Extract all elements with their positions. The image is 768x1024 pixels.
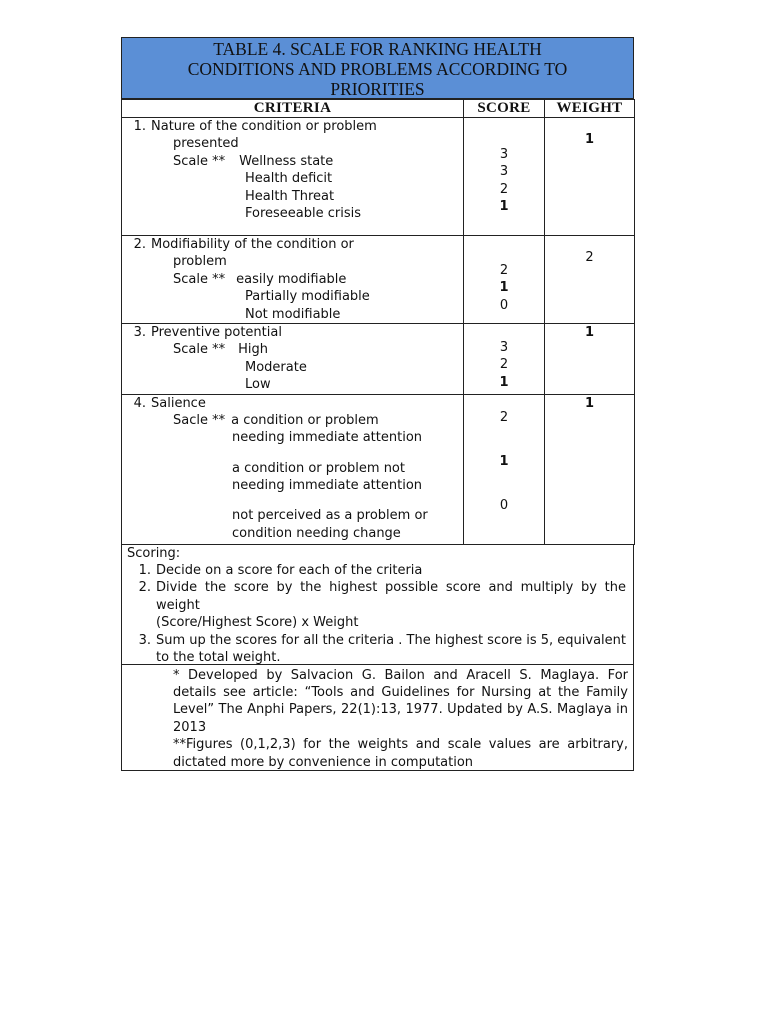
scale-item: Low	[245, 377, 271, 393]
weight-cell	[545, 394, 635, 544]
step-number: 3.	[138, 632, 151, 648]
scale-item: condition needing change	[232, 525, 401, 541]
criterion-title: Modifiability of the condition or	[151, 237, 354, 252]
note-developed-by: * Developed by Salvacion G. Bailon and Aracell S. Maglaya. For details see article: “Tools and Guidelines for Nursing at the Family Level” The Anphi Papers, 22(1):13, 1977. Updated by A.S. Maglaya in 2013	[173, 667, 628, 735]
scale-item: High	[238, 342, 268, 358]
criterion-title: Salience	[151, 395, 206, 411]
scoring-step	[127, 562, 628, 579]
scale-item: not perceived as a problem or	[232, 508, 428, 524]
score-cell	[464, 118, 545, 236]
score-value: 1	[499, 374, 509, 390]
criterion-number: 4.	[133, 395, 146, 411]
scale-item: a condition or problem not	[232, 460, 405, 476]
criterion-cell	[122, 236, 464, 324]
criterion-row-2	[122, 236, 635, 324]
scoring-section	[122, 545, 633, 664]
score-value: 1	[499, 199, 509, 215]
score-cell	[464, 394, 545, 544]
scoring-step	[127, 632, 628, 667]
score-value: 2	[499, 181, 509, 197]
scale-item: Moderate	[245, 359, 307, 375]
criterion-title: presented	[173, 136, 239, 152]
scale-item: needing immediate attention	[232, 430, 423, 446]
document-page	[121, 37, 634, 771]
step-number: 1.	[138, 562, 151, 578]
scale-item: a condition or problem	[231, 412, 379, 428]
weight-value: 1	[584, 324, 595, 340]
criterion-cell	[122, 394, 464, 544]
scale-item: needing immediate attention	[232, 478, 423, 494]
scale-item: Health deficit	[245, 171, 333, 187]
criterion-title: Preventive potential	[151, 324, 282, 340]
footer-box	[121, 545, 634, 771]
title-line: TABLE 4. SCALE FOR RANKING HEALTH	[213, 39, 542, 59]
table-title	[121, 37, 634, 99]
score-value: 1	[499, 453, 509, 469]
scoring-step	[127, 579, 628, 631]
scale-label: Scale **	[173, 342, 226, 358]
score-value: 1	[499, 280, 509, 296]
score-value: 3	[499, 147, 509, 162]
weight-cell	[545, 236, 635, 324]
title-line: PRIORITIES	[330, 79, 425, 99]
scale-item: easily modifiable	[236, 271, 347, 287]
step-formula: (Score/Highest Score) x Weight	[156, 615, 359, 631]
step-text: Divide the score by the highest possible score and multiply by the weight	[156, 580, 626, 613]
title-line: CONDITIONS AND PROBLEMS ACCORDING TO	[187, 59, 568, 79]
scale-item: Foreseeable crisis	[245, 205, 362, 221]
weight-value: 1	[584, 395, 595, 411]
criterion-title: problem	[173, 254, 227, 270]
criterion-number: 2.	[133, 237, 146, 252]
criterion-row-3	[122, 323, 635, 394]
score-value: 3	[499, 339, 509, 355]
weight-value: 1	[584, 132, 595, 147]
criterion-row-4	[122, 394, 635, 544]
criterion-title: Nature of the condition or problem	[151, 119, 377, 134]
scale-item: Health Threat	[245, 188, 335, 204]
scale-label: Sacle **	[173, 412, 226, 428]
notes-section	[122, 664, 633, 770]
step-text: Decide on a score for each of the criteria	[156, 562, 423, 578]
score-cell	[464, 236, 545, 324]
note-figures: **Figures (0,1,2,3) for the weights and scale values are arbitrary, dictated more by convenience in computation	[173, 737, 628, 770]
weight-value: 2	[585, 250, 594, 265]
scale-label: Scale **	[173, 153, 226, 169]
score-value: 0	[499, 498, 509, 514]
score-header: SCORE	[464, 100, 545, 118]
score-value: 2	[499, 357, 509, 373]
criteria-table	[121, 99, 635, 545]
score-value: 3	[499, 164, 509, 180]
scale-item: Wellness state	[239, 153, 334, 169]
weight-cell	[545, 323, 635, 394]
criterion-number: 1.	[133, 119, 146, 134]
step-number: 2.	[138, 580, 151, 596]
criterion-cell	[122, 118, 464, 236]
score-value: 2	[499, 263, 509, 278]
header-row	[122, 100, 635, 118]
score-value: 0	[499, 297, 509, 313]
scoring-heading: Scoring:	[127, 545, 181, 561]
scale-label: Scale **	[173, 271, 226, 287]
step-text: Sum up the scores for all the criteria . The highest score is 5, equivalent to the total weight.	[156, 632, 627, 665]
scale-item: Partially modifiable	[245, 289, 370, 305]
weight-cell	[545, 118, 635, 236]
criterion-row-1	[122, 118, 635, 236]
scale-item: Not modifiable	[245, 306, 341, 322]
criterion-number: 3.	[133, 324, 146, 340]
criteria-header: CRITERIA	[122, 100, 464, 118]
score-cell	[464, 323, 545, 394]
weight-header: WEIGHT	[545, 100, 635, 118]
score-value: 2	[499, 409, 509, 425]
criterion-cell	[122, 323, 464, 394]
